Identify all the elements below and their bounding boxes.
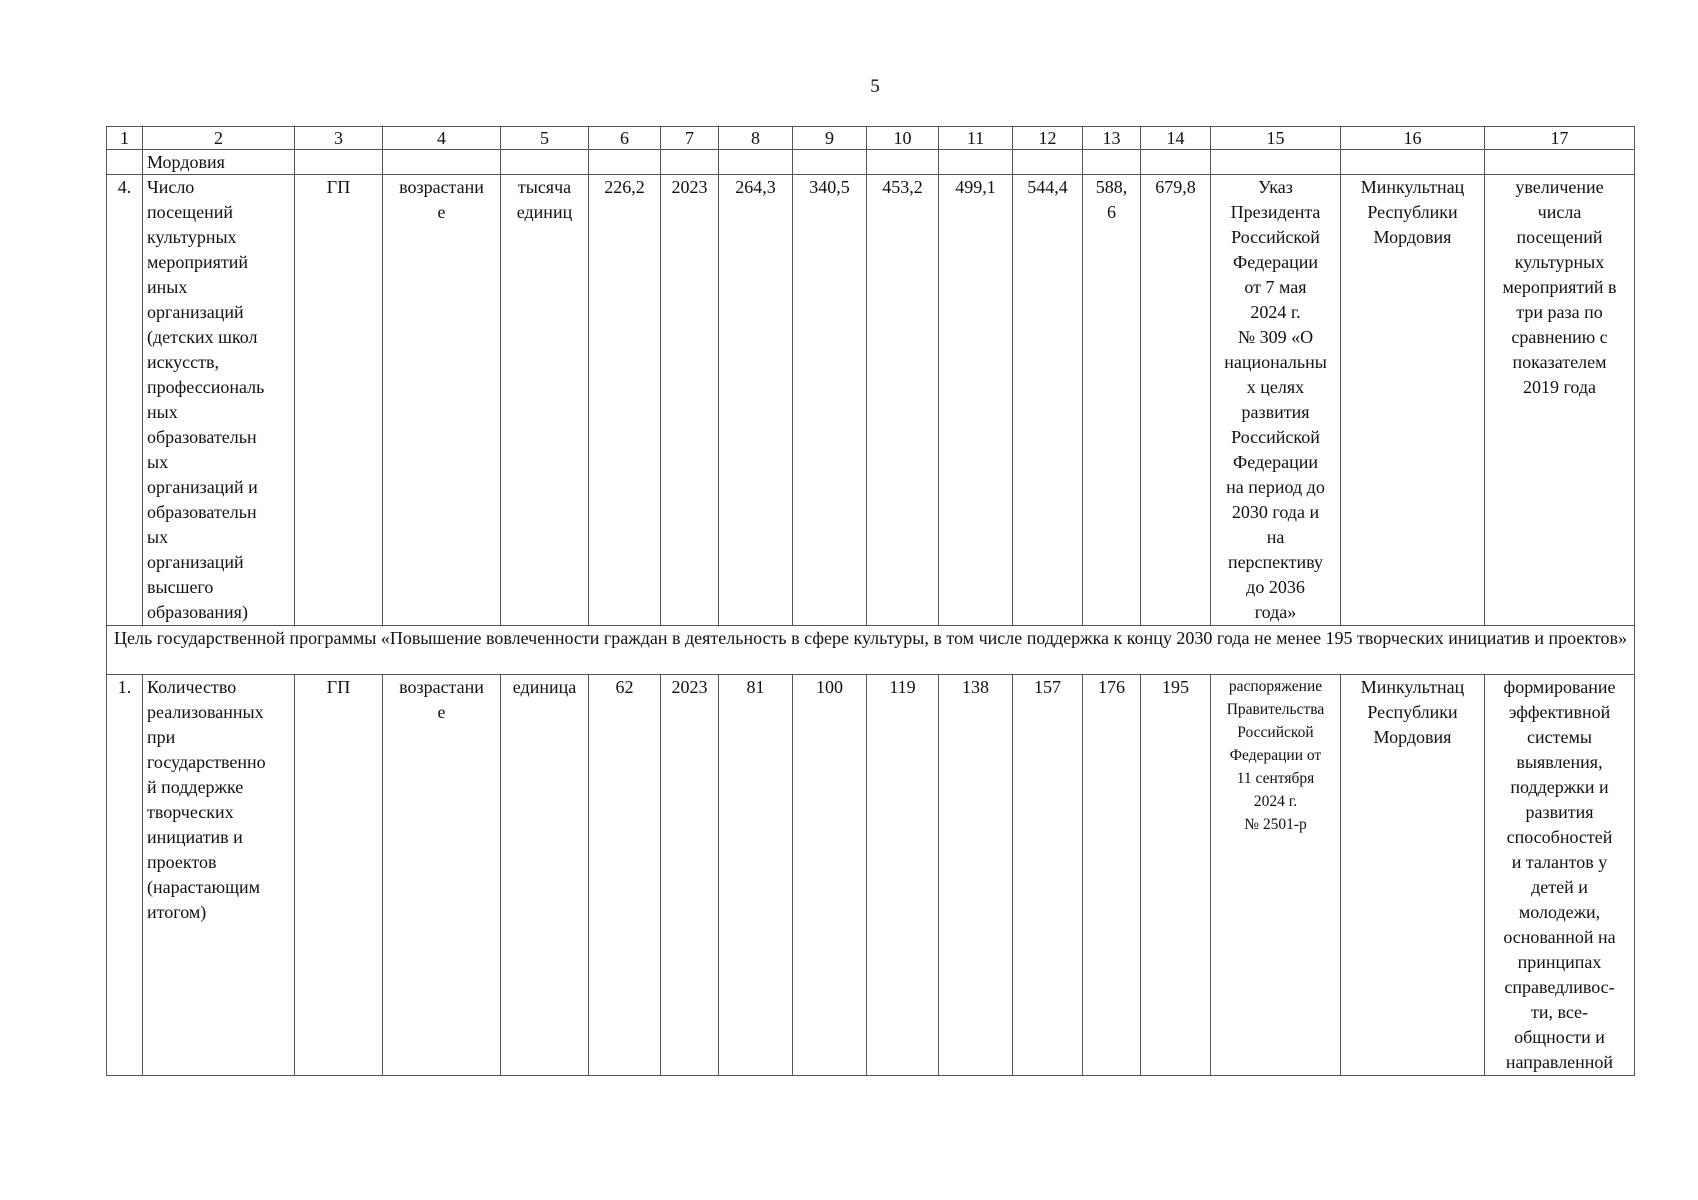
col-header: 7 — [661, 127, 719, 150]
indicator-level: ГП — [295, 675, 383, 1076]
base-value: 226,2 — [589, 175, 661, 626]
value-cell: 588, 6 — [1083, 175, 1141, 626]
value-cell: 100 — [793, 675, 867, 1076]
responsible-body: Минкультнац Республики Мордовия — [1341, 675, 1485, 1076]
goal-link: формирование эффективной системы выявления, поддержки и развития способностей и талантов у детей и молодежи, основанной на принципах справедливос- ти, все- общности и направленной — [1485, 675, 1635, 1076]
value-cell: 679,8 — [1141, 175, 1211, 626]
col-header: 5 — [501, 127, 589, 150]
page-number: 5 — [870, 76, 880, 97]
value-cell: 81 — [719, 675, 793, 1076]
goal-row — [107, 626, 1635, 675]
region-continuation: Мордовия — [143, 150, 295, 175]
value-cell: 264,3 — [719, 175, 793, 626]
header-row — [107, 127, 1635, 150]
indicator-trend: возрастани е — [383, 175, 501, 626]
value-cell: 195 — [1141, 675, 1211, 1076]
col-header: 17 — [1485, 127, 1635, 150]
col-header: 12 — [1013, 127, 1083, 150]
col-header: 11 — [939, 127, 1013, 150]
col-header: 1 — [107, 127, 143, 150]
col-header: 2 — [143, 127, 295, 150]
col-header: 8 — [719, 127, 793, 150]
col-header: 10 — [867, 127, 939, 150]
col-header: 15 — [1211, 127, 1341, 150]
col-header: 3 — [295, 127, 383, 150]
base-value: 62 — [589, 675, 661, 1076]
col-header: 4 — [383, 127, 501, 150]
row-number: 1. — [107, 675, 143, 1076]
document-reference: распоряжение Правительства Российской Федерации от 11 сентября 2024 г. № 2501-р — [1211, 675, 1341, 1076]
col-header: 14 — [1141, 127, 1211, 150]
indicator-level: ГП — [295, 175, 383, 626]
indicator-unit: тысяча единиц — [501, 175, 589, 626]
value-cell: 340,5 — [793, 175, 867, 626]
indicator-trend: возрастани е — [383, 675, 501, 1076]
value-cell: 138 — [939, 675, 1013, 1076]
col-header: 13 — [1083, 127, 1141, 150]
value-cell: 453,2 — [867, 175, 939, 626]
indicator-name: Количество реализованных при государственно й поддержке творческих инициатив и проектов (нарастающим итогом) — [143, 675, 295, 1076]
base-year: 2023 — [661, 175, 719, 626]
col-header: 6 — [589, 127, 661, 150]
value-cell: 176 — [1083, 675, 1141, 1076]
table-row — [107, 175, 1635, 626]
value-cell: 157 — [1013, 675, 1083, 1076]
base-year: 2023 — [661, 675, 719, 1076]
row-number: 4. — [107, 175, 143, 626]
responsible-body: Минкультнац Республики Мордовия — [1341, 175, 1485, 626]
table-row — [107, 150, 1635, 175]
col-header: 16 — [1341, 127, 1485, 150]
value-cell: 119 — [867, 675, 939, 1076]
table-row — [107, 675, 1635, 1076]
document-reference: Указ Президента Российской Федерации от 7 мая 2024 г. № 309 «О национальны х целях развития Российской Федерации на период до 2030 года и на перспективу до 2036 года» — [1211, 175, 1341, 626]
value-cell: 499,1 — [939, 175, 1013, 626]
goal-link: увеличение числа посещений культурных мероприятий в три раза по сравнению с показателем 2019 года — [1485, 175, 1635, 626]
indicator-unit: единица — [501, 675, 589, 1076]
indicators-table — [106, 126, 1635, 1076]
indicator-name: Число посещений культурных мероприятий иных организаций (детских школ искусств, профессиональ ных образовательн ых организаций и образовательн ых организаций высшего образования) — [143, 175, 295, 626]
goal-text: Цель государственной программы «Повышение вовлеченности граждан в деятельность в сфере культуры, в том числе поддержка к концу 2030 года не менее 195 творческих инициатив и проектов» — [107, 626, 1635, 675]
col-header: 9 — [793, 127, 867, 150]
value-cell: 544,4 — [1013, 175, 1083, 626]
